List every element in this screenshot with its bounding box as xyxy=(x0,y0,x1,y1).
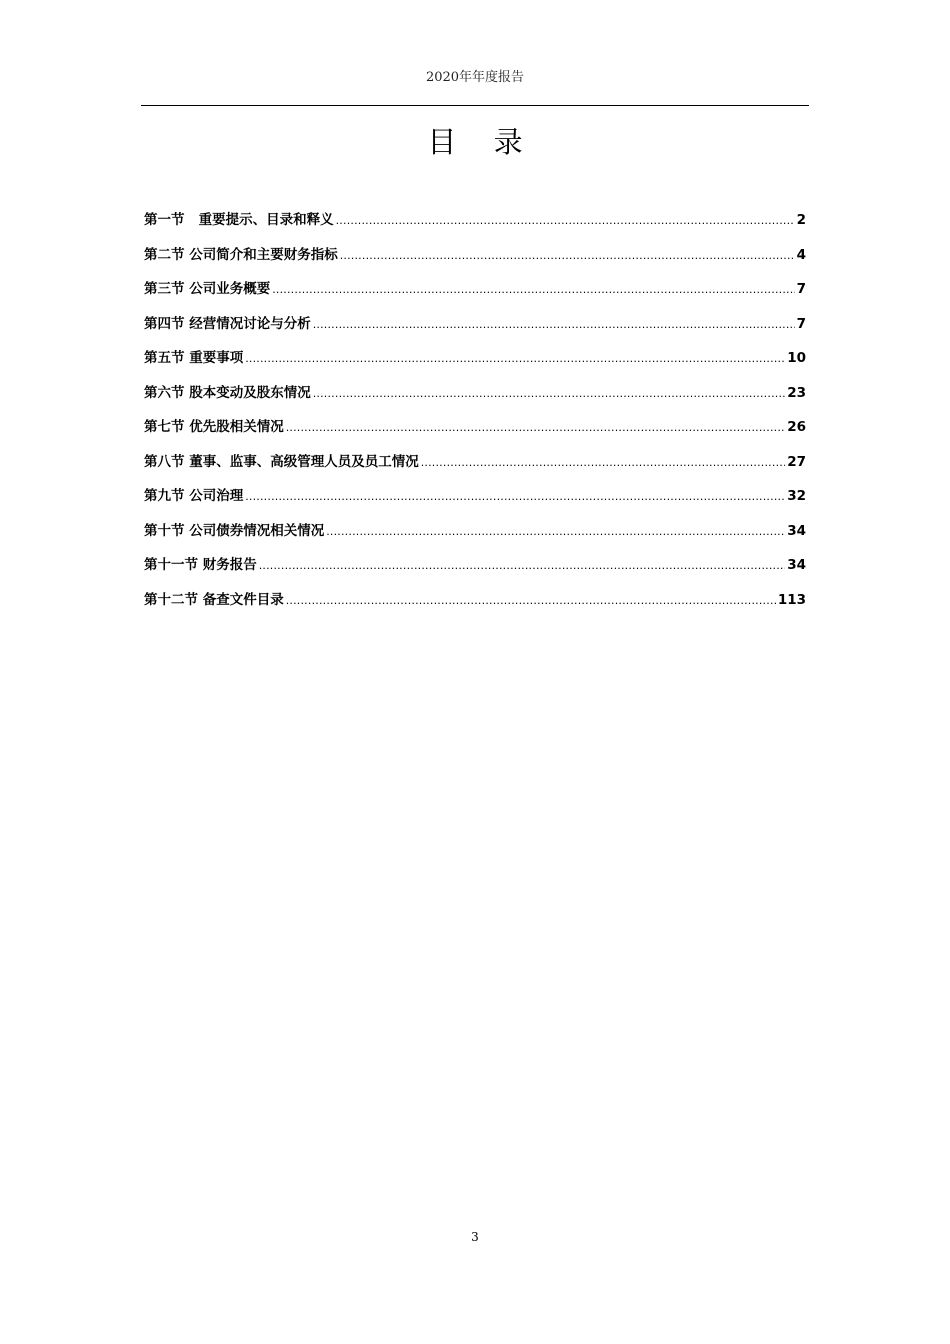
toc-entry[interactable] xyxy=(144,553,806,588)
toc-section-title: 重要提示、目录和释义 xyxy=(198,212,334,228)
table-of-contents xyxy=(144,208,806,622)
page-number-footer: 3 xyxy=(471,1230,479,1244)
toc-dot-leader xyxy=(259,557,786,573)
toc-section-title: 重要事项 xyxy=(189,350,244,366)
toc-entry[interactable] xyxy=(144,381,806,416)
toc-section-number: 第十节 xyxy=(144,522,185,539)
toc-dot-leader xyxy=(340,247,795,263)
toc-dot-leader xyxy=(286,592,776,608)
toc-dot-leader xyxy=(286,419,786,435)
toc-dot-leader xyxy=(272,281,794,297)
toc-dot-leader xyxy=(245,488,785,504)
toc-section-title: 公司治理 xyxy=(189,488,244,504)
toc-entry[interactable] xyxy=(144,415,806,450)
toc-page-number: 10 xyxy=(787,350,806,366)
toc-page-number: 34 xyxy=(787,557,806,573)
toc-entry[interactable] xyxy=(144,312,806,347)
toc-dot-leader xyxy=(313,316,795,332)
toc-entry[interactable] xyxy=(144,243,806,278)
toc-section-title: 董事、监事、高级管理人员及员工情况 xyxy=(189,453,419,470)
toc-page-number: 34 xyxy=(787,522,806,539)
toc-section-number: 第四节 xyxy=(144,315,185,332)
toc-page-number: 27 xyxy=(787,453,806,470)
toc-section-title: 财务报告 xyxy=(202,557,257,573)
toc-section-number: 第十二节 xyxy=(144,591,198,608)
toc-entry[interactable] xyxy=(144,519,806,554)
toc-dot-leader xyxy=(245,350,785,366)
toc-section-title: 公司业务概要 xyxy=(189,281,271,297)
toc-dot-leader xyxy=(326,523,785,539)
toc-page-number: 113 xyxy=(777,591,806,608)
page-title: 目 录 xyxy=(427,125,537,159)
toc-section-number: 第九节 xyxy=(144,488,185,504)
toc-page-number: 7 xyxy=(796,315,806,332)
toc-gap xyxy=(185,212,199,228)
toc-entry[interactable] xyxy=(144,346,806,381)
toc-dot-leader xyxy=(313,385,786,401)
toc-page-number: 7 xyxy=(796,281,806,297)
toc-entry[interactable] xyxy=(144,484,806,519)
toc-dot-leader xyxy=(421,454,786,470)
toc-section-number: 第六节 xyxy=(144,384,185,401)
toc-section-number: 第三节 xyxy=(144,281,185,297)
toc-entry[interactable] xyxy=(144,208,806,243)
toc-section-number: 第十一节 xyxy=(144,557,198,573)
toc-entry[interactable] xyxy=(144,450,806,485)
header-divider xyxy=(141,105,809,106)
toc-page-number: 26 xyxy=(787,419,806,435)
toc-page-number: 32 xyxy=(787,488,806,504)
toc-section-title: 公司债券情况相关情况 xyxy=(189,522,325,539)
toc-dot-leader xyxy=(336,212,795,228)
toc-section-title: 备查文件目录 xyxy=(202,591,284,608)
toc-section-number: 第八节 xyxy=(144,453,185,470)
toc-entry[interactable] xyxy=(144,277,806,312)
toc-entry[interactable] xyxy=(144,588,806,623)
toc-section-title: 经营情况讨论与分析 xyxy=(189,315,311,332)
toc-section-number: 第二节 xyxy=(144,246,185,263)
toc-page-number: 2 xyxy=(796,212,806,228)
toc-section-number: 第七节 xyxy=(144,419,185,435)
toc-section-title: 股本变动及股东情况 xyxy=(189,384,311,401)
toc-page-number: 23 xyxy=(787,384,806,401)
toc-section-number: 第五节 xyxy=(144,350,185,366)
running-header: 2020年年度报告 xyxy=(425,70,525,85)
toc-section-title: 公司简介和主要财务指标 xyxy=(189,246,338,263)
toc-section-number: 第一节 xyxy=(144,212,185,228)
toc-section-title: 优先股相关情况 xyxy=(189,419,284,435)
toc-page-number: 4 xyxy=(796,246,806,263)
